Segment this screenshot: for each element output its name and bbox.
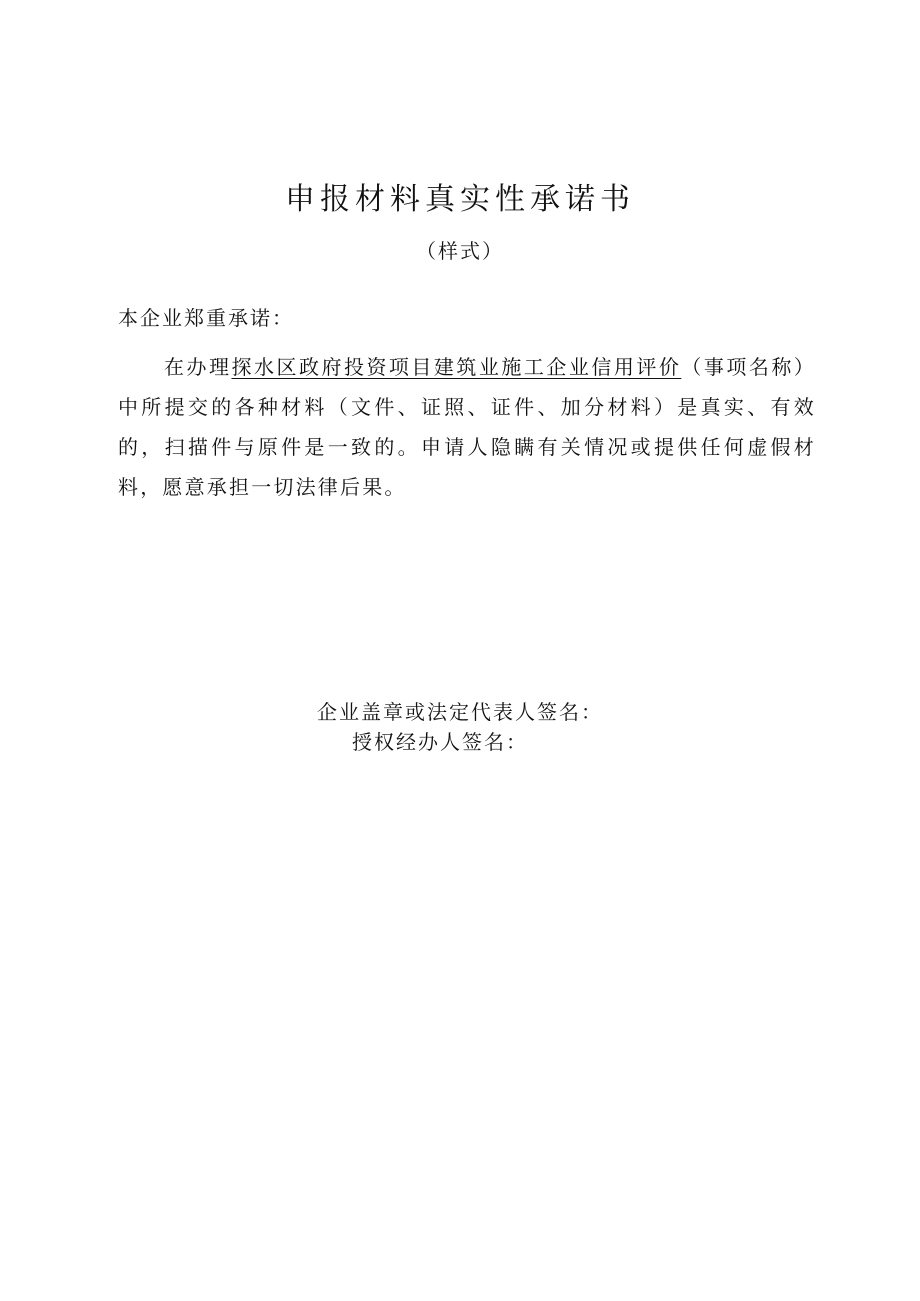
agent-signature-line: 授权经办人签名： <box>352 730 528 754</box>
company-seal-signature-line: 企业盖章或法定代表人签名： <box>317 700 603 724</box>
matter-name: 探水区政府投资项目建筑业施工企业信用评价 <box>231 355 682 379</box>
document-subtitle: （样式） <box>416 239 504 263</box>
intro-line: 本企业郑重承诺： <box>118 306 294 330</box>
commitment-paragraph <box>118 347 816 507</box>
paragraph-rest: （事项名称）中所提交的各种材料（文件、证照、证件、加分材料）是真实、有效的，扫描件与原件是一致的。申请人隐瞒有关情况或提供任何虚假材料，愿意承担一切法律后果。 <box>118 355 817 499</box>
paragraph-lead: 在办理 <box>164 355 232 379</box>
document-title: 申报材料真实性承诺书 <box>285 182 635 217</box>
